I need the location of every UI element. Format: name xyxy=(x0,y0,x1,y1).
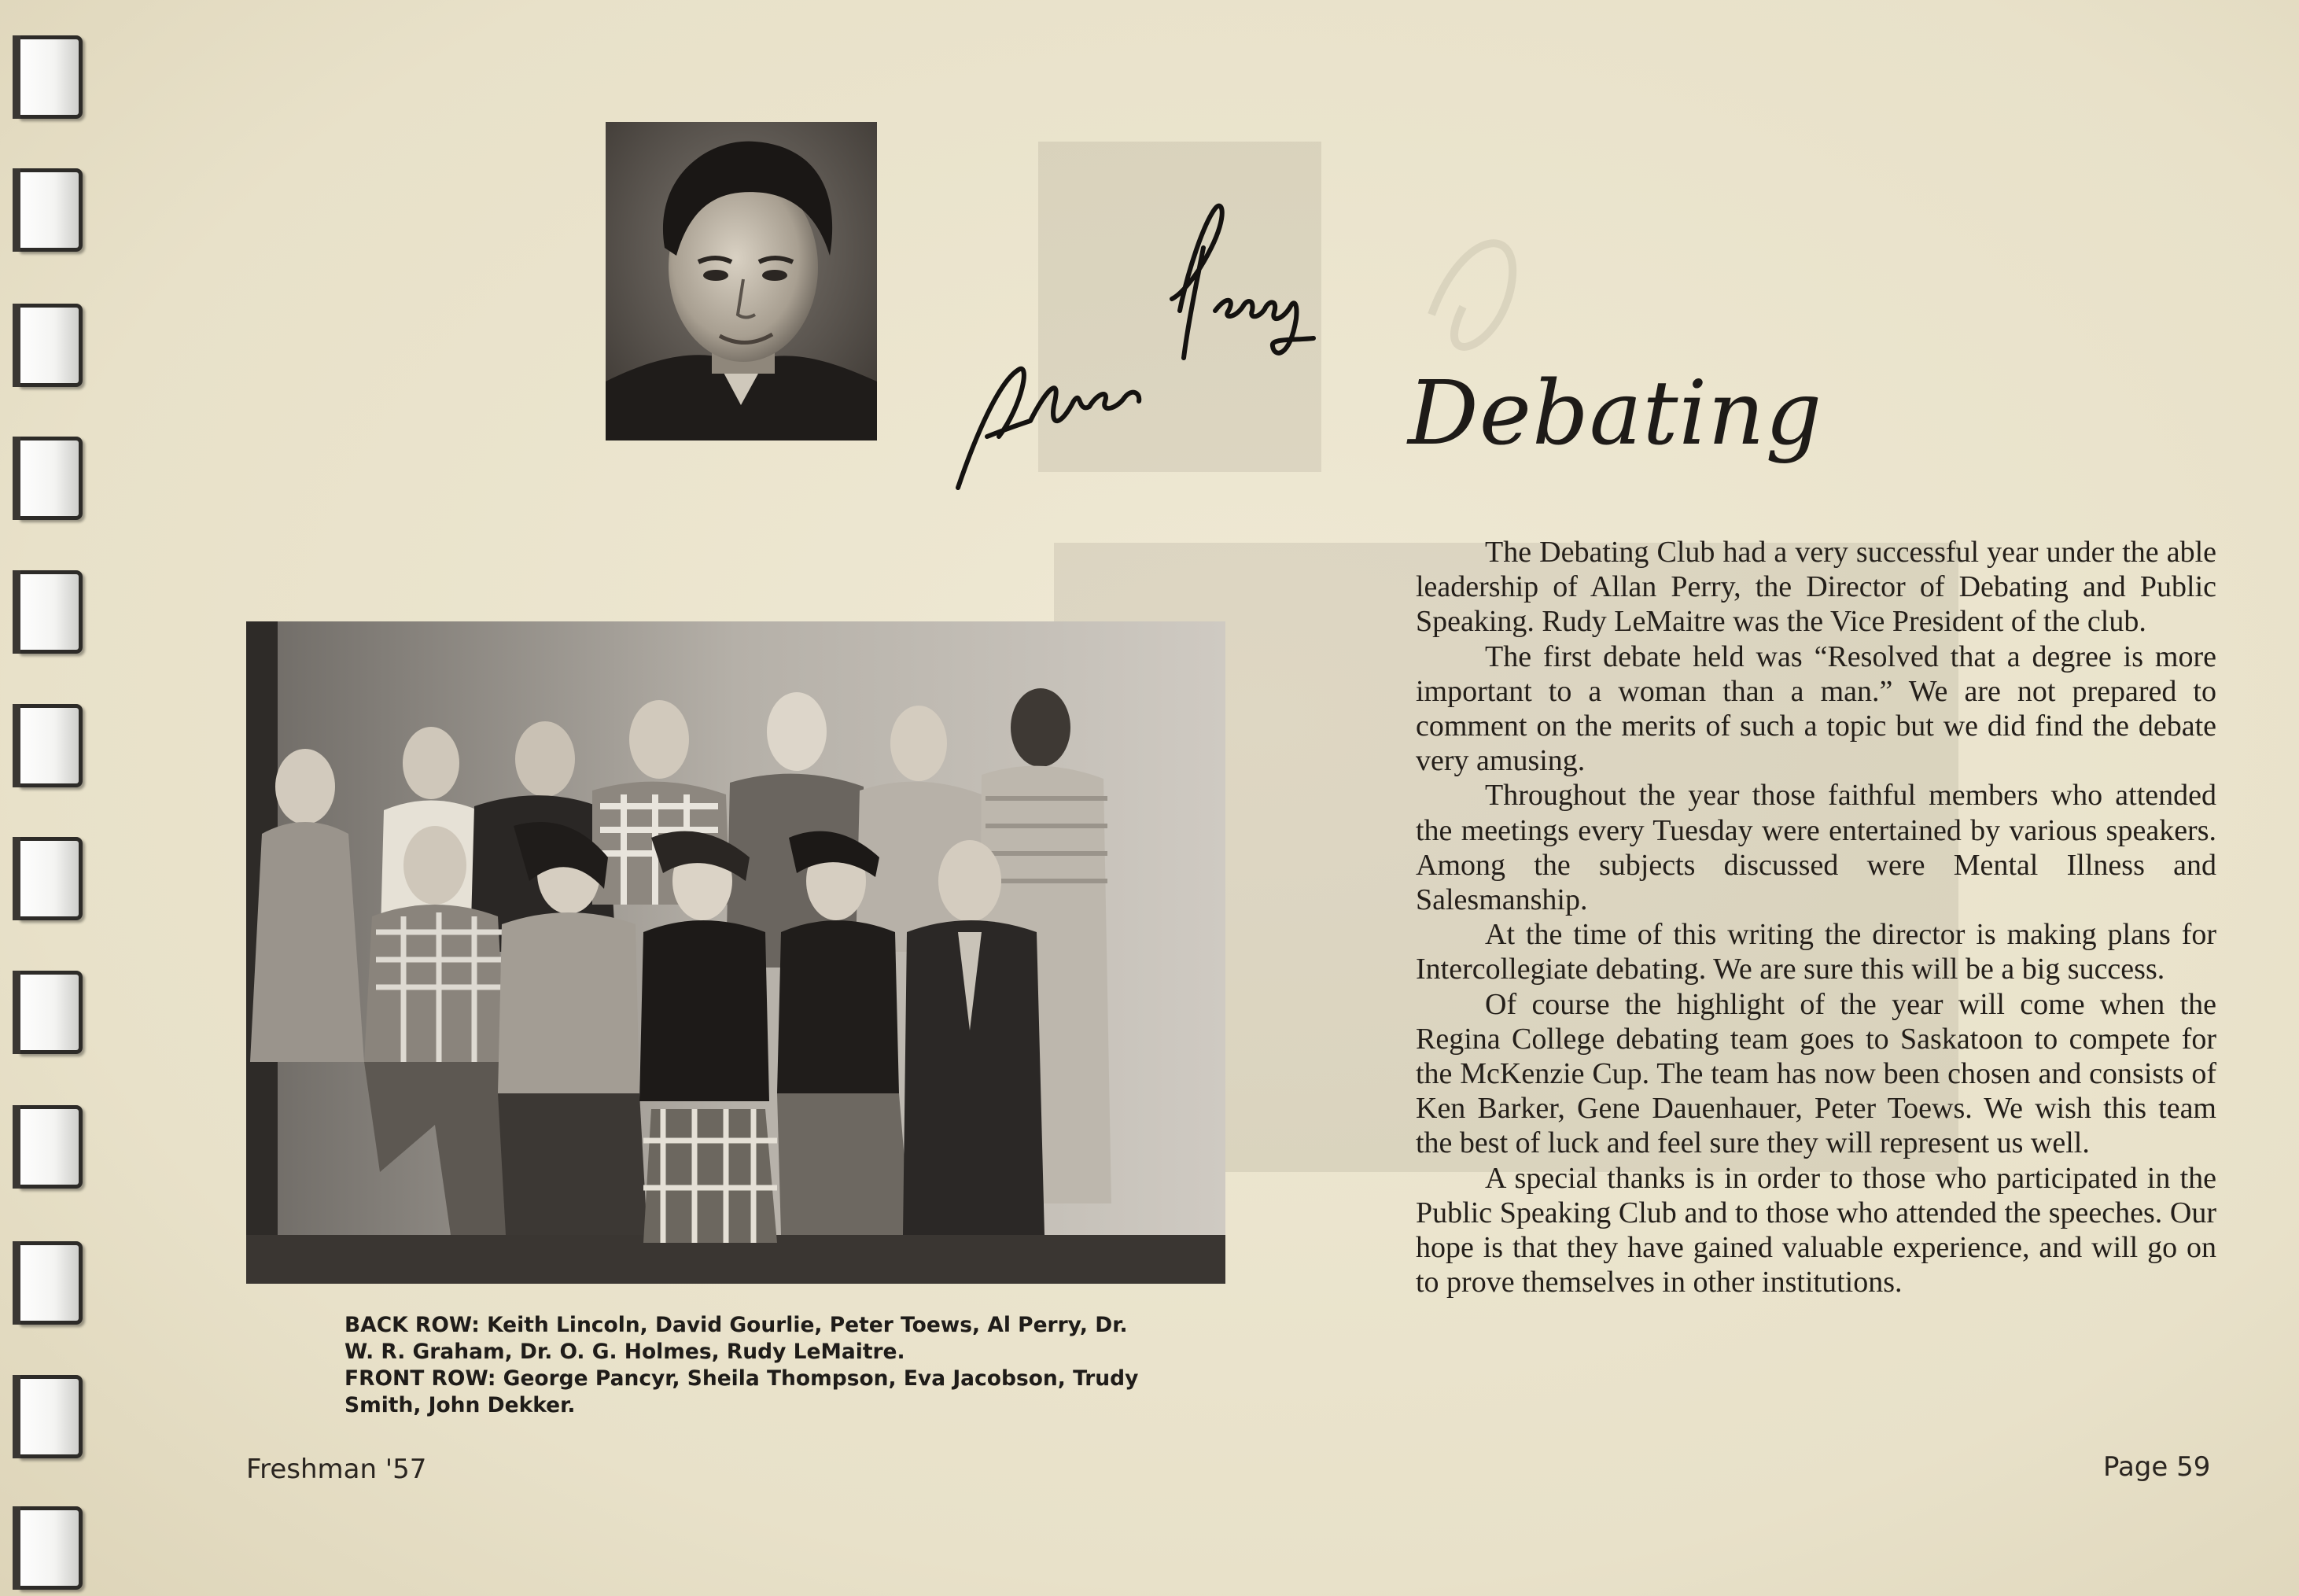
article-paragraph: Of course the highlight of the year will come when the Regina College debating team goes to Saskatoon to compete for the McKenzie Cup. The team has now been chosen and consists of Ken Barker, Gene Dauenhauer, Peter Toews. We wish this team the best of luck and feel sure they will represent us well. xyxy=(1416,987,2216,1160)
binding-ring xyxy=(17,971,83,1054)
binding-ring xyxy=(17,1375,83,1458)
binding-ring xyxy=(17,437,83,520)
page-title: Debating xyxy=(1408,363,1823,465)
binding-ring xyxy=(17,570,83,654)
footer-page-number: Page 59 xyxy=(2103,1451,2211,1483)
article-paragraph: The first debate held was “Resolved that a degree is more important to a woman than a man.” We are not prepared to comment on the merits of such a topic but we did find the debate very amusing. xyxy=(1416,640,2216,778)
spiral-binding xyxy=(0,0,102,1596)
caption-back-row: BACK ROW: Keith Lincoln, David Gourlie, Peter Toews, Al Perry, Dr. W. R. Graham, Dr. O. G. Holmes, Rudy LeMaitre. xyxy=(344,1313,1128,1364)
article-paragraph: Throughout the year those faithful members who attended the meetings every Tuesday were entertained by various speakers. Among the subjects discussed were Mental Illness and Salesmanship. xyxy=(1416,779,2216,917)
portrait-photo xyxy=(606,122,877,440)
caption-front-row: FRONT ROW: George Pancyr, Sheila Thompson, Eva Jacobson, Trudy Smith, John Dekker. xyxy=(344,1366,1139,1417)
group-photo xyxy=(246,621,1225,1284)
binding-ring xyxy=(17,704,83,787)
photo-caption xyxy=(344,1312,1147,1419)
signature-allan-perry xyxy=(944,201,1353,499)
binding-ring xyxy=(17,35,83,119)
binding-ring xyxy=(17,304,83,387)
binding-ring xyxy=(17,1506,83,1590)
article-paragraph: The Debating Club had a very successful year under the able leadership of Allan Perry, the Director of Debating and Public Speaking. Rudy LeMaitre was the Vice President of the club. xyxy=(1416,536,2216,639)
article-body xyxy=(1416,535,2216,1299)
binding-ring xyxy=(17,1105,83,1189)
binding-ring xyxy=(17,837,83,920)
footer-yearbook-name: Freshman '57 xyxy=(246,1454,427,1485)
binding-ring xyxy=(17,1241,83,1325)
binding-ring xyxy=(17,168,83,252)
article-paragraph: At the time of this writing the director is making plans for Intercollegiate debating. We are sure this will be a big success. xyxy=(1416,918,2216,986)
article-paragraph: A special thanks is in order to those who participated in the Public Speaking Club and to those who attended the speeches. Our hope is that they have gained valuable experience, and will go on to prove themselves in other institutions. xyxy=(1416,1161,2216,1299)
